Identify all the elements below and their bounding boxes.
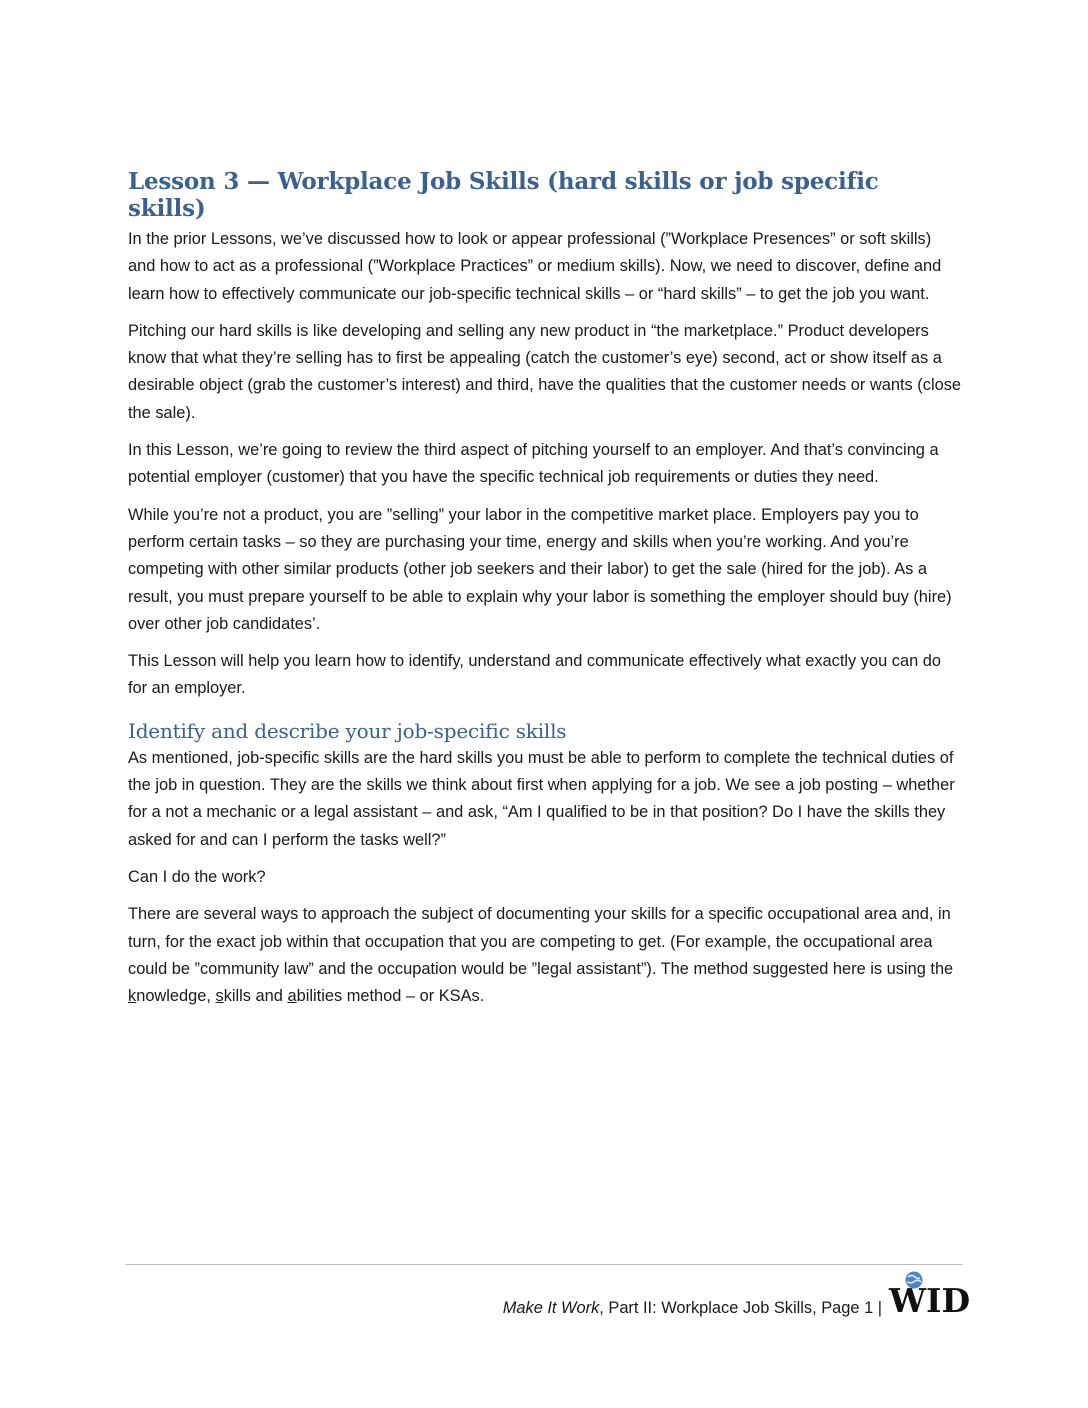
paragraph: Can I do the work? [128,867,266,886]
ksa-a: a [287,987,297,1006]
section-heading: Identify and describe your job-specific skills [128,718,567,743]
ksa-prefix: method suggested here is using the [693,959,954,978]
footer-divider [125,1264,963,1265]
ksa-a-rest: bilities method – or KSAs. [296,987,485,1006]
paragraph: Pitching our hard skills is like developing and selling any new product in “the marketplace.” Product developers know that what they’re selling has to first be appealing (catch the customer’s eye) second, act or show itself as a desirable object (grab the customer’s interest) and third, have the qualities that the customer needs or wants (close the sale). [128,321,962,422]
page-content [128,168,963,1010]
lesson-title: Lesson 3 — Workplace Job Skills (hard skills or job specific skills) [128,168,879,222]
ksa-s: s [215,987,224,1006]
paragraph: This Lesson will help you learn how to identify, understand and communicate effectively what exactly you can do for an employer. [128,652,942,698]
paragraph: In this Lesson, we’re going to review the third aspect of pitching yourself to an employer. And that’s convincing a potential employer (customer) that you have the specific technical job requirements or duties they need. [128,441,939,487]
page-footer [503,1299,882,1318]
ksa-k-rest: nowledge, [136,987,216,1006]
wid-logo [888,1268,971,1320]
paragraph: As mentioned, job-specific skills are the hard skills you must be able to perform to complete the technical duties of the job in question. They are the skills we think about first when applying for a job. We see a job posting – whether for a not a mechanic or a legal assistant – and ask, “Am I qualified to be in that position? Do I have the skills they asked for and can I perform the tasks well?” [128,748,955,849]
paragraph-ksa [128,901,963,1010]
ksa-k: k [128,987,137,1006]
footer-page-info: , Part II: Workplace Job Skills, Page 1 | [599,1299,882,1317]
logo-text: WID [889,1281,971,1320]
ksa-s-rest: kills and [223,987,288,1006]
footer-publication-title: Make It Work [502,1299,600,1317]
paragraph: In the prior Lessons, we’ve discussed how to look or appear professional (”Workplace Presences” or soft skills) and how to act as a professional (”Workplace Practices” or medium skills). Now, we need to discover, define and learn how to effectively communicate our job-specific technical skills – or “hard skills” – to get the job you want. [128,230,942,303]
paragraph-text: There are several ways to approach the subject of documenting your skills for a specific occupational area and, in turn, for the exact job within that occupation that you are competing to get. (For example, the occupational area could be ”community law” and the occupation would be ”legal assistant”). The [128,905,951,978]
paragraph: While you’re not a product, you are ”selling” your labor in the competitive market place. Employers pay you to perform certain tasks – so they are purchasing your time, energy and skills when you’re working. And you’re competing with other similar products (other job seekers and their labor) to get the sale (hired for the job). As a result, you must prepare yourself to be able to explain why your labor is something the employer should buy (hire) over other job candidates’. [128,505,952,633]
